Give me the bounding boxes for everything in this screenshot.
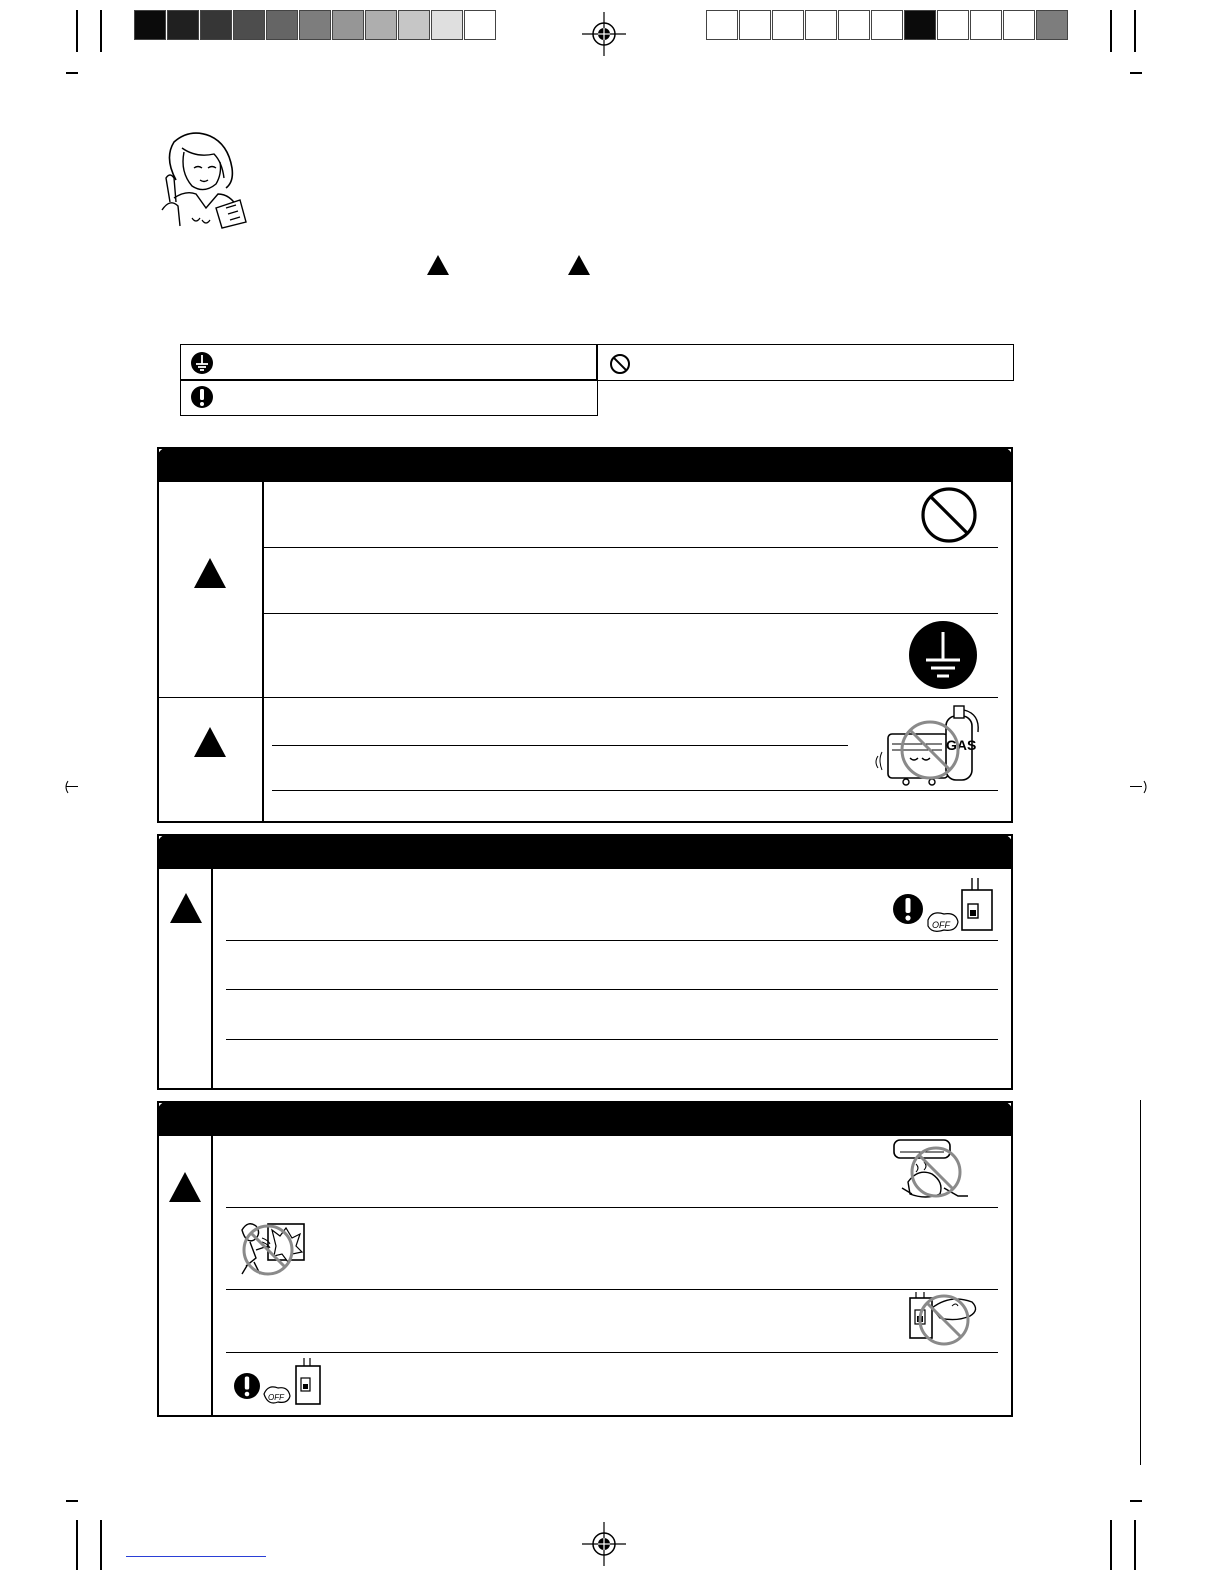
svg-text:GAS: GAS <box>946 737 977 753</box>
crop-mark <box>76 1520 78 1570</box>
greyscale-swatch <box>167 10 199 40</box>
legend-cell-ground <box>180 344 598 381</box>
crop-mark <box>1134 1520 1136 1570</box>
svg-text:OFF: OFF <box>268 1393 284 1402</box>
no-sleeping-under-unit-icon <box>890 1138 972 1204</box>
check-swatch <box>937 10 969 40</box>
warning-triangle-icon <box>194 727 226 757</box>
warning-triangle-icon <box>170 893 202 923</box>
warning-triangle-icon <box>194 558 226 588</box>
greyscale-swatch <box>134 10 166 40</box>
crop-mark <box>1134 10 1136 52</box>
earth-ground-icon <box>908 620 978 690</box>
safety-reader-illustration-icon <box>156 128 250 230</box>
breaker-off-icon <box>922 876 996 938</box>
exclamation-icon <box>190 385 214 409</box>
legend-cell-instruction <box>180 379 598 416</box>
side-register-icon <box>1134 780 1150 794</box>
prohibited-icon <box>609 353 631 375</box>
section-header-bar <box>157 834 1013 869</box>
breaker-off-icon <box>262 1356 324 1408</box>
check-swatch <box>772 10 804 40</box>
exclamation-icon <box>233 1372 261 1400</box>
row-divider <box>226 1039 998 1040</box>
crop-mark <box>1110 1520 1112 1570</box>
greyscale-swatch <box>365 10 397 40</box>
section-column-divider <box>262 481 264 822</box>
greyscale-swatch <box>398 10 430 40</box>
check-swatch <box>970 10 1002 40</box>
legend-cell-prohibit <box>596 344 1014 381</box>
registration-target-icon <box>582 12 626 56</box>
row-divider <box>226 989 998 990</box>
warning-triangle-icon <box>568 255 590 275</box>
side-register-icon <box>62 780 78 794</box>
crop-mark <box>1130 1500 1142 1502</box>
row-divider <box>262 547 998 548</box>
section-header-bar <box>157 1101 1013 1136</box>
crop-mark <box>1130 72 1142 74</box>
section-header-bar <box>157 447 1013 482</box>
check-swatch <box>1003 10 1035 40</box>
row-divider <box>226 1352 998 1353</box>
row-divider <box>158 697 998 698</box>
check-swatch <box>706 10 738 40</box>
earth-ground-icon <box>190 351 214 375</box>
gas-cylinder-no-icon <box>872 704 992 788</box>
crop-mark <box>100 1520 102 1570</box>
check-swatch <box>739 10 771 40</box>
row-divider <box>226 940 998 941</box>
margin-rule <box>1140 1100 1141 1465</box>
row-divider <box>262 613 998 614</box>
check-swatch <box>1036 10 1068 40</box>
crop-mark <box>66 72 78 74</box>
svg-text:OFF: OFF <box>932 920 950 930</box>
section-column-divider <box>211 1135 213 1416</box>
greyscale-swatch <box>266 10 298 40</box>
registration-target-icon <box>582 1522 626 1566</box>
check-swatch <box>838 10 870 40</box>
crop-mark <box>76 10 78 52</box>
greyscale-swatch <box>332 10 364 40</box>
row-divider <box>272 745 848 746</box>
crop-mark <box>66 1500 78 1502</box>
row-divider <box>272 790 998 791</box>
safety-section-operation <box>157 834 1013 1090</box>
row-divider <box>226 1207 998 1208</box>
row-divider <box>226 1289 998 1290</box>
greyscale-swatch <box>233 10 265 40</box>
warning-triangle-icon <box>169 1172 201 1202</box>
greyscale-swatch <box>200 10 232 40</box>
footer-link-underline <box>126 1556 266 1557</box>
greyscale-swatch <box>464 10 496 40</box>
section-column-divider <box>211 868 213 1089</box>
no-wet-hands-switch-icon <box>902 1290 982 1350</box>
crop-mark <box>100 10 102 52</box>
warning-triangle-icon <box>427 255 449 275</box>
greyscale-swatch <box>299 10 331 40</box>
greyscale-swatch <box>431 10 463 40</box>
exclamation-icon <box>892 893 924 925</box>
check-swatch <box>805 10 837 40</box>
crop-mark <box>1110 10 1112 52</box>
check-swatch <box>871 10 903 40</box>
no-water-spray-icon <box>228 1216 310 1282</box>
check-swatch <box>904 10 936 40</box>
prohibited-icon <box>920 486 978 544</box>
